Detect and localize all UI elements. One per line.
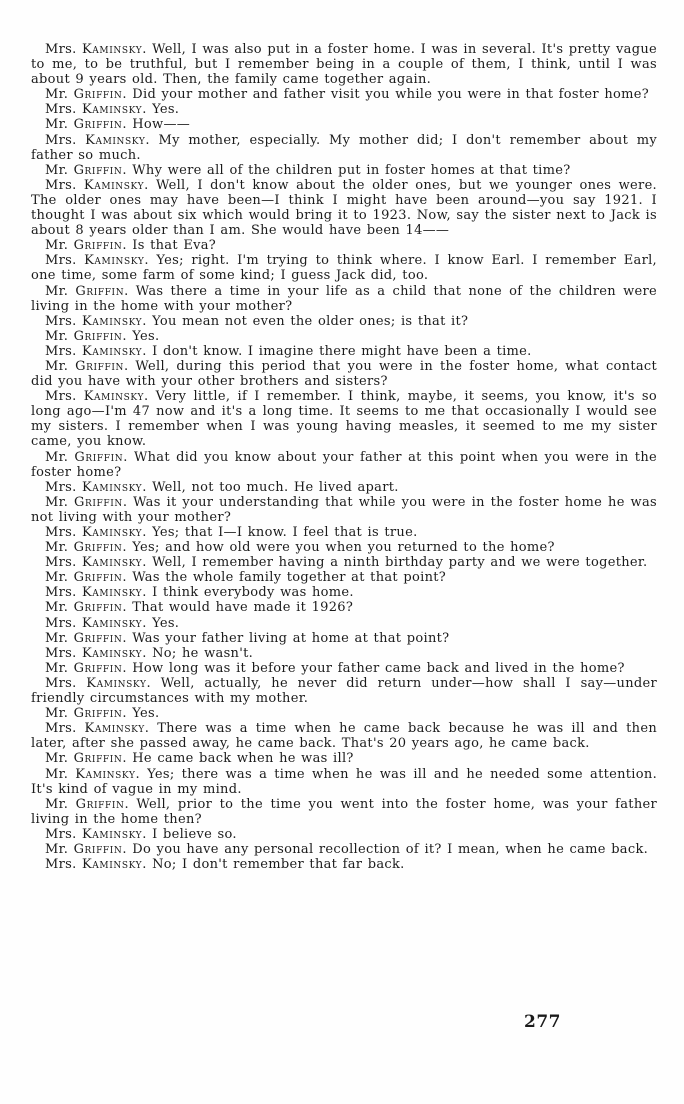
speaker-name: Mr. Griffin: [45, 117, 123, 133]
speech-text: . He came back when he was ill?: [122, 751, 354, 767]
speaker-name: Mr. Griffin: [45, 494, 123, 510]
speech-text: . I believe so.: [142, 826, 237, 842]
speech-text: . No; he wasn't.: [142, 645, 254, 661]
speech-text: . How long was it before your father came back and lived in the home?: [122, 660, 625, 676]
speaker-name: Mr. Griffin: [45, 238, 123, 254]
speech-text: . Well, actually, he never did return under—how shall I say—under friendly circumstances with my mother.: [31, 675, 658, 707]
transcript-paragraph: [31, 344, 657, 359]
transcript-paragraph: [31, 827, 657, 842]
transcript-paragraph: [31, 600, 657, 615]
transcript-paragraph: [31, 238, 657, 253]
transcript-paragraph: [31, 706, 657, 721]
speaker-name: Mrs. Kaminsky: [45, 102, 143, 118]
speaker-name: Mrs. Kaminsky: [45, 615, 143, 631]
transcript-paragraph: [31, 87, 657, 102]
speech-text: . Yes; there was a time when he was ill and he needed some attention. It's kind of vague in my mind.: [31, 766, 658, 797]
speaker-name: Mrs. Kaminsky: [45, 479, 143, 495]
page-number: 277: [524, 1012, 561, 1032]
speech-text: . There was a time when he came back because he was ill and then later, after she passed away, he came back. That's 20 years ago, he came back.: [31, 721, 657, 752]
speaker-name: Mrs. Kaminsky: [45, 42, 143, 57]
transcript-paragraph: [31, 495, 657, 525]
speaker-name: Mr. Kaminsky: [45, 766, 136, 782]
speech-text: . I don't know. I imagine there might have been a time.: [142, 343, 532, 359]
speech-text: . Well, prior to the time you went into the foster home, was your father living in the home then?: [31, 796, 657, 827]
speaker-name: Mr. Griffin: [45, 162, 123, 178]
speech-text: . Was it your understanding that while you were in the foster home he was not living with your mother?: [31, 494, 657, 525]
speech-text: . Yes.: [142, 102, 180, 118]
speech-text: . Yes.: [142, 615, 180, 631]
speaker-name: Mrs. Kaminsky: [45, 857, 143, 873]
transcript-paragraph: [31, 570, 657, 585]
transcript-paragraph: [31, 450, 657, 480]
speaker-name: Mrs. Kaminsky: [45, 313, 143, 329]
transcript-paragraph: [31, 359, 657, 389]
speech-text: . How——: [122, 117, 191, 133]
transcript-paragraph: [31, 117, 657, 132]
transcript-paragraph: [31, 102, 657, 117]
transcript-paragraph: [31, 133, 657, 163]
speech-text: . Yes.: [122, 328, 160, 344]
speech-text: . Well, during this period that you were in the foster home, what contact did you have with your other brothers and sisters?: [31, 358, 658, 390]
transcript-paragraph: [31, 842, 657, 857]
speaker-name: Mr. Griffin: [45, 841, 123, 857]
speech-text: . Why were all of the children put in foster homes at that time?: [122, 162, 571, 178]
speaker-name: Mrs. Kaminsky: [45, 253, 145, 269]
transcript-paragraph: [31, 178, 657, 238]
transcript-paragraph: [31, 389, 657, 449]
transcript-paragraph: [31, 555, 657, 570]
speech-text: . You mean not even the older ones; is that it?: [142, 313, 469, 329]
speech-text: . Well, I don't know about the older ones, but we younger ones were. The older ones may have been—I think I might have been around—you say 1921. I thought I was about six which would bring it to 1923. Now, say the sister next to Jack is about 8 years older than I am. She would have been 14——: [31, 177, 657, 239]
speaker-name: Mrs. Kaminsky: [45, 555, 143, 571]
speaker-name: Mrs. Kaminsky: [45, 675, 147, 691]
speech-text: . Did your mother and father visit you while you were in that foster home?: [122, 87, 650, 103]
speech-text: . Yes; that I—I know. I feel that is true.: [142, 525, 418, 540]
speech-text: . What did you know about your father at this point when you were in the foster home?: [31, 449, 658, 480]
speaker-name: Mrs. Kaminsky: [45, 826, 143, 842]
speech-text: . Do you have any personal recollection of it? I mean, when he came back.: [122, 841, 649, 857]
speaker-name: Mrs. Kaminsky: [45, 177, 145, 193]
speaker-name: Mrs. Kaminsky: [45, 343, 143, 359]
speaker-name: Mr. Griffin: [45, 328, 123, 344]
speech-text: . My mother, especially. My mother did; I don't remember about my father so much.: [31, 132, 657, 163]
speaker-name: Mrs. Kaminsky: [45, 585, 143, 601]
speaker-name: Mr. Griffin: [45, 570, 123, 586]
speech-text: . I think everybody was home.: [142, 585, 354, 601]
speech-text: . Well, I remember having a ninth birthday party and we were together.: [142, 555, 648, 571]
speaker-name: Mr. Griffin: [45, 796, 125, 812]
transcript-paragraph: [31, 525, 657, 540]
speaker-name: Mrs. Kaminsky: [45, 132, 146, 148]
speaker-name: Mr. Griffin: [45, 630, 123, 646]
transcript-paragraph: [31, 284, 657, 314]
speech-text: . Was there a time in your life as a child that none of the children were living in the home with your mother?: [31, 283, 658, 314]
transcript-paragraph: [31, 163, 657, 178]
transcript-paragraph: [31, 616, 657, 631]
transcript-paragraph: [31, 314, 657, 329]
transcript-paragraph: [31, 721, 657, 751]
speaker-name: Mr. Griffin: [45, 660, 123, 676]
speaker-name: Mr. Griffin: [45, 87, 123, 103]
speaker-name: Mr. Griffin: [45, 283, 125, 299]
transcript-paragraph: [31, 480, 657, 495]
transcript-paragraph: [31, 767, 657, 797]
speech-text: . No; I don't remember that far back.: [142, 857, 405, 873]
transcript-paragraph: [31, 631, 657, 646]
speaker-name: Mr. Griffin: [45, 449, 124, 465]
transcript-body: [31, 42, 657, 872]
speech-text: . Well, not too much. He lived apart.: [142, 479, 399, 495]
speaker-name: Mrs. Kaminsky: [45, 389, 144, 405]
transcript-paragraph: [31, 253, 657, 283]
speaker-name: Mr. Griffin: [45, 706, 123, 722]
transcript-paragraph: [31, 751, 657, 766]
speaker-name: Mr. Griffin: [45, 358, 124, 374]
speaker-name: Mr. Griffin: [45, 600, 123, 616]
speech-text: . Was your father living at home at that point?: [122, 630, 450, 646]
speaker-name: Mrs. Kaminsky: [45, 525, 143, 540]
speech-text: . Yes; right. I'm trying to think where. I know Earl. I remember Earl, one time, some farm of some kind; I guess Jack did, too.: [31, 253, 657, 284]
speaker-name: Mrs. Kaminsky: [45, 721, 145, 737]
transcript-paragraph: [31, 661, 657, 676]
speaker-name: Mr. Griffin: [45, 540, 123, 556]
speaker-name: Mr. Griffin: [45, 751, 123, 767]
speech-text: . Well, I was also put in a foster home. I was in several. It's pretty vague to me, to be truthful, but I remember being in a couple of them, I think, until I was about 9 years old. Then, the family came together again.: [31, 42, 657, 88]
transcript-paragraph: [31, 797, 657, 827]
transcript-paragraph: [31, 857, 657, 872]
speech-text: . Is that Eva?: [122, 238, 217, 254]
transcript-paragraph: [31, 676, 657, 706]
speech-text: . That would have made it 1926?: [122, 600, 354, 616]
speech-text: . Was the whole family together at that point?: [122, 570, 447, 586]
transcript-paragraph: [31, 646, 657, 661]
speech-text: . Yes.: [122, 706, 160, 722]
speaker-name: Mrs. Kaminsky: [45, 645, 143, 661]
transcript-paragraph: [31, 540, 657, 555]
speech-text: . Yes; and how old were you when you returned to the home?: [122, 540, 555, 556]
transcript-paragraph: [31, 585, 657, 600]
speech-text: . Very little, if I remember. I think, maybe, it seems, you know, it's so long ago—I'm 47 now and it's a long time. It seems to me that occasionally I would see my sisters. I remember when I was young having measles, it seemed to me my sister came, you know.: [31, 389, 657, 450]
transcript-paragraph: [31, 42, 657, 87]
transcript-paragraph: [31, 329, 657, 344]
